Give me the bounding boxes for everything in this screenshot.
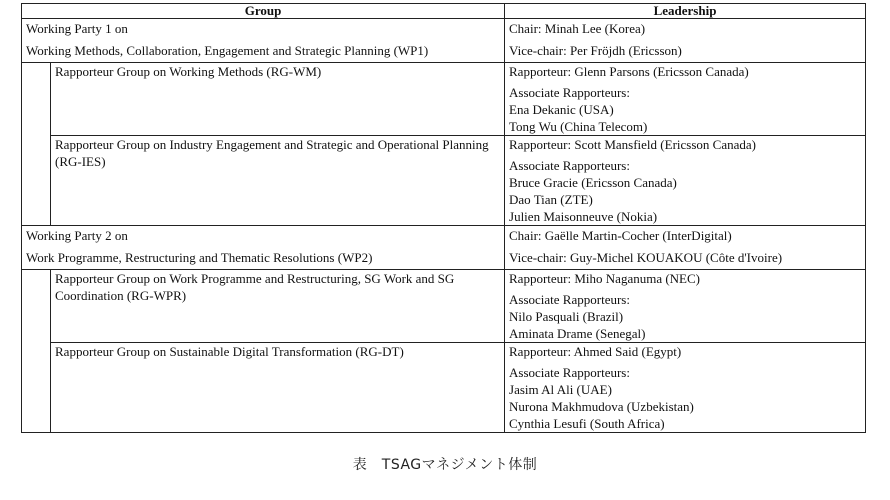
rapporteur-group-leadership (505, 136, 866, 226)
working-party-row (22, 19, 866, 63)
associate-rapporteur: Cynthia Lesufi (South Africa) (509, 416, 665, 431)
associate-rapporteur: Ena Dekanic (USA) (509, 102, 614, 117)
header-leadership: Leadership (505, 4, 866, 19)
working-party-cell (22, 226, 505, 270)
chair-text: Chair: Gaëlle Martin-Cocher (InterDigital) (509, 228, 732, 243)
table-caption: 表 TSAGマネジメント体制 (352, 457, 538, 473)
table-body (22, 19, 866, 433)
rapporteur-text: Rapporteur: Ahmed Said (Egypt) (509, 344, 682, 359)
rapporteur-text: Rapporteur: Miho Naganuma (NEC) (509, 271, 700, 286)
rapporteur-text: Rapporteur: Glenn Parsons (Ericsson Canada) (509, 64, 749, 79)
indent-cell (22, 63, 51, 226)
working-party-subject: Working Methods, Collaboration, Engagement and Strategic Planning (WP1) (26, 43, 429, 58)
rapporteur-text: Rapporteur: Scott Mansfield (Ericsson Canada) (509, 137, 756, 152)
associate-rapporteur: Bruce Gracie (Ericsson Canada) (509, 175, 677, 190)
working-party-title: Working Party 1 on (26, 21, 128, 36)
associate-rapporteur: Dao Tian (ZTE) (509, 192, 593, 207)
working-party-title: Working Party 2 on (26, 228, 128, 243)
associate-rapporteurs-label: Associate Rapporteurs: (509, 365, 630, 380)
associate-rapporteurs-label: Associate Rapporteurs: (509, 85, 630, 100)
rapporteur-group-row (22, 63, 866, 136)
associate-rapporteur: Julien Maisonneuve (Nokia) (509, 209, 658, 224)
associate-rapporteurs-label: Associate Rapporteurs: (509, 158, 630, 173)
rapporteur-group-leadership (505, 63, 866, 136)
associate-rapporteur: Nilo Pasquali (Brazil) (509, 309, 624, 324)
associate-rapporteur: Jasim Al Ali (UAE) (509, 382, 612, 397)
working-party-row (22, 226, 866, 270)
working-party-leadership (505, 226, 866, 270)
rapporteur-group-row (22, 343, 866, 433)
associate-rapporteur: Nurona Makhmudova (Uzbekistan) (509, 399, 694, 414)
rapporteur-group-name: Rapporteur Group on Working Methods (RG-WM) (51, 63, 505, 136)
rapporteur-group-leadership (505, 270, 866, 343)
rapporteur-group-name: Rapporteur Group on Work Programme and Restructuring, SG Work and SG Coordination (RG-WPR) (51, 270, 505, 343)
rapporteur-group-name: Rapporteur Group on Industry Engagement and Strategic and Operational Planning (RG-IES) (51, 136, 505, 226)
rapporteur-group-row (22, 136, 866, 226)
associate-rapporteur: Tong Wu (China Telecom) (509, 119, 648, 134)
working-party-cell (22, 19, 505, 63)
rapporteur-group-leadership (505, 343, 866, 433)
associate-rapporteur: Aminata Drame (Senegal) (509, 326, 646, 341)
working-party-subject: Work Programme, Restructuring and Thematic Resolutions (WP2) (26, 250, 373, 265)
vice-chair-text: Vice-chair: Per Fröjdh (Ericsson) (509, 43, 682, 58)
associate-rapporteurs-label: Associate Rapporteurs: (509, 292, 630, 307)
rapporteur-group-name: Rapporteur Group on Sustainable Digital Transformation (RG-DT) (51, 343, 505, 433)
working-party-leadership (505, 19, 866, 63)
tsag-management-table (21, 3, 866, 433)
header-group: Group (22, 4, 505, 19)
table-header-row (22, 4, 866, 19)
indent-cell (22, 270, 51, 433)
rapporteur-group-row (22, 270, 866, 343)
chair-text: Chair: Minah Lee (Korea) (509, 21, 646, 36)
vice-chair-text: Vice-chair: Guy-Michel KOUAKOU (Côte d'Ivoire) (509, 250, 783, 265)
